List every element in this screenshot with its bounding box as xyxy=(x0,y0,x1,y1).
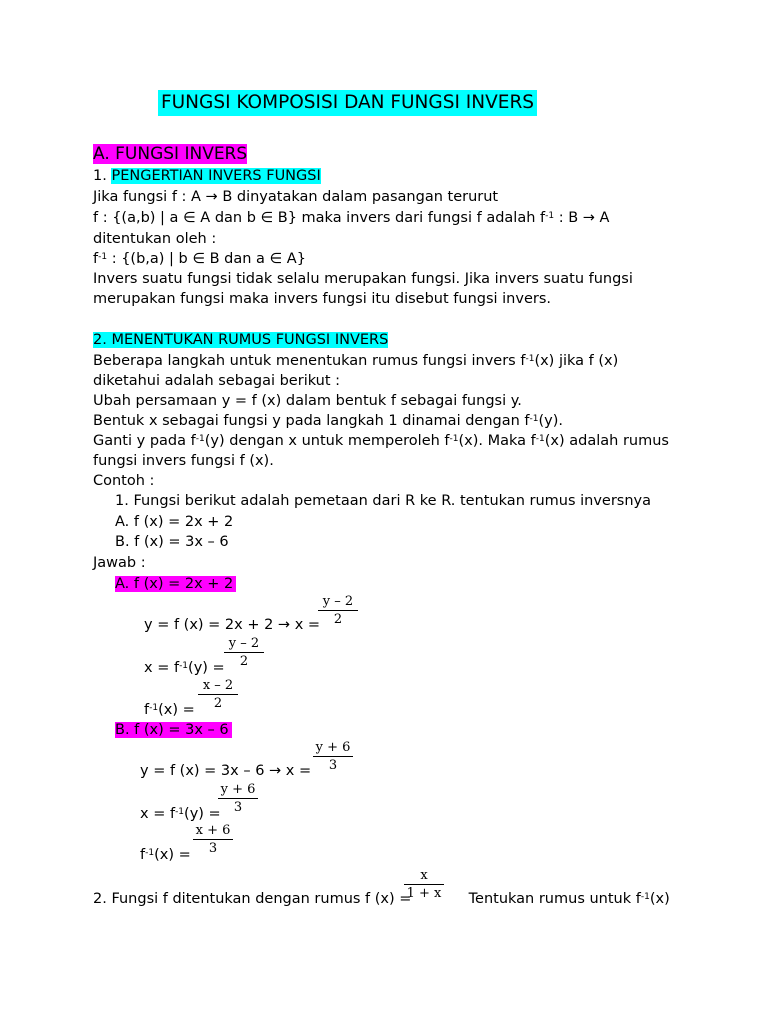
page-title: FUNGSI KOMPOSISI DAN FUNGSI INVERS xyxy=(158,90,537,116)
text: : {(b,a) | b ∈ B dan a ∈ A} xyxy=(107,251,306,267)
part-b-label-row xyxy=(115,720,232,740)
denominator: 3 xyxy=(208,841,218,856)
sub2-line-5 xyxy=(93,431,669,451)
sub2-heading: 2. MENENTUKAN RUMUS FUNGSI INVERS xyxy=(93,332,389,348)
text: (x) adalah rumus xyxy=(544,433,669,449)
text: Tentukan rumus untuk f xyxy=(468,891,641,907)
numerator: y – 2 xyxy=(322,594,354,609)
sub1-line-6: merupakan fungsi maka invers fungsi itu disebut fungsi invers. xyxy=(93,291,552,307)
numerator: y + 6 xyxy=(315,740,351,755)
sub2-line-6: fungsi invers fungsi f (x). xyxy=(93,453,274,469)
sub1-line-2 xyxy=(93,208,609,228)
text: 2. Fungsi f ditentukan dengan rumus f (x) = xyxy=(93,891,412,907)
jawab-label: Jawab : xyxy=(93,555,146,571)
sub2-line-4 xyxy=(93,411,563,431)
text: Ganti y pada f xyxy=(93,433,196,449)
text: x = f xyxy=(140,806,176,822)
denominator: 2 xyxy=(239,654,249,669)
part-b-eq-3 xyxy=(140,845,191,865)
text: (y) = xyxy=(184,806,221,822)
superscript: -1 xyxy=(545,211,555,221)
part-a-eq-2 xyxy=(144,658,225,678)
superscript: -1 xyxy=(149,703,159,713)
question-1: 1. Fungsi berikut adalah pemetaan dari R ke R. tentukan rumus inversnya xyxy=(115,493,652,509)
text: (x) = xyxy=(154,847,191,863)
superscript: -1 xyxy=(640,892,650,902)
text: f xyxy=(144,702,150,718)
denominator: 1 + x xyxy=(406,886,442,901)
text: (x) = xyxy=(158,702,195,718)
sub1-heading: PENGERTIAN INVERS FUNGSI xyxy=(111,168,321,184)
part-b-fraction-2 xyxy=(218,781,258,816)
text: (y) = xyxy=(188,660,225,676)
numerator: x – 2 xyxy=(202,678,234,693)
superscript: -1 xyxy=(529,414,539,424)
superscript: -1 xyxy=(98,252,108,262)
text: f xyxy=(140,847,146,863)
numerator: x + 6 xyxy=(195,823,231,838)
part-a-fraction-2 xyxy=(224,635,264,670)
numerator: y – 2 xyxy=(228,636,260,651)
question-2 xyxy=(93,889,670,909)
part-b-eq-1: y = f (x) = 3x – 6 → x = xyxy=(140,763,312,779)
superscript: -1 xyxy=(449,434,459,444)
part-b-fraction-3 xyxy=(193,822,233,857)
numerator: x xyxy=(420,868,428,883)
denominator: 3 xyxy=(328,758,338,773)
question-2-fraction xyxy=(404,867,444,902)
denominator: 2 xyxy=(333,612,343,627)
superscript: -1 xyxy=(535,434,545,444)
part-b-eq-2 xyxy=(140,804,221,824)
numerator: y + 6 xyxy=(220,782,256,797)
contoh-label: Contoh : xyxy=(93,473,155,489)
text: (x) jika f (x) xyxy=(534,353,619,369)
sub1-line-3: ditentukan oleh : xyxy=(93,231,217,247)
part-a-eq-3 xyxy=(144,700,195,720)
text: Beberapa langkah untuk menentukan rumus fungsi invers f xyxy=(93,353,526,369)
part-a-fraction-1 xyxy=(318,593,358,628)
sub2-line-2: diketahui adalah sebagai berikut : xyxy=(93,373,341,389)
text: Bentuk x sebagai fungsi y pada langkah 1 dinamai dengan f xyxy=(93,413,530,429)
sub1-line-4 xyxy=(93,249,306,269)
sub1-heading-row xyxy=(93,166,321,186)
text: f xyxy=(93,251,99,267)
part-a-label-row xyxy=(115,574,236,594)
part-b-fraction-1 xyxy=(313,739,353,774)
part-a-label: A. f (x) = 2x + 2 xyxy=(115,576,236,592)
sub1-number: 1. xyxy=(93,168,112,184)
superscript: -1 xyxy=(145,848,155,858)
part-a-eq-1: y = f (x) = 2x + 2 → x = xyxy=(144,617,321,633)
denominator: 2 xyxy=(213,696,223,711)
sub1-line-1: Jika fungsi f : A → B dinyatakan dalam pasangan terurut xyxy=(93,189,499,205)
part-b-label: B. f (x) = 3x – 6 xyxy=(115,722,232,738)
sub1-line-5: Invers suatu fungsi tidak selalu merupakan fungsi. Jika invers suatu fungsi xyxy=(93,271,633,287)
sub2-line-1 xyxy=(93,351,618,371)
text: f : {(a,b) | a ∈ A dan b ∈ B} maka invers dari fungsi f adalah f xyxy=(93,210,546,226)
sub2-heading-row xyxy=(93,330,388,350)
superscript: -1 xyxy=(195,434,205,444)
denominator: 3 xyxy=(233,800,243,815)
text: (y). xyxy=(538,413,564,429)
superscript: -1 xyxy=(175,807,185,817)
superscript: -1 xyxy=(179,661,189,671)
text: (x) xyxy=(649,891,670,907)
text: (y) dengan x untuk memperoleh f xyxy=(204,433,450,449)
section-a-heading-row xyxy=(93,143,247,165)
text: x = f xyxy=(144,660,180,676)
superscript: -1 xyxy=(525,354,535,364)
question-1-a: A. f (x) = 2x + 2 xyxy=(115,514,234,530)
section-a-heading: A. FUNGSI INVERS xyxy=(93,144,248,164)
sub2-line-3: Ubah persamaan y = f (x) dalam bentuk f sebagai fungsi y. xyxy=(93,393,522,409)
question-1-b: B. f (x) = 3x – 6 xyxy=(115,534,229,550)
text: (x). Maka f xyxy=(458,433,536,449)
text: : B → A xyxy=(554,210,610,226)
part-a-fraction-3 xyxy=(198,677,238,712)
